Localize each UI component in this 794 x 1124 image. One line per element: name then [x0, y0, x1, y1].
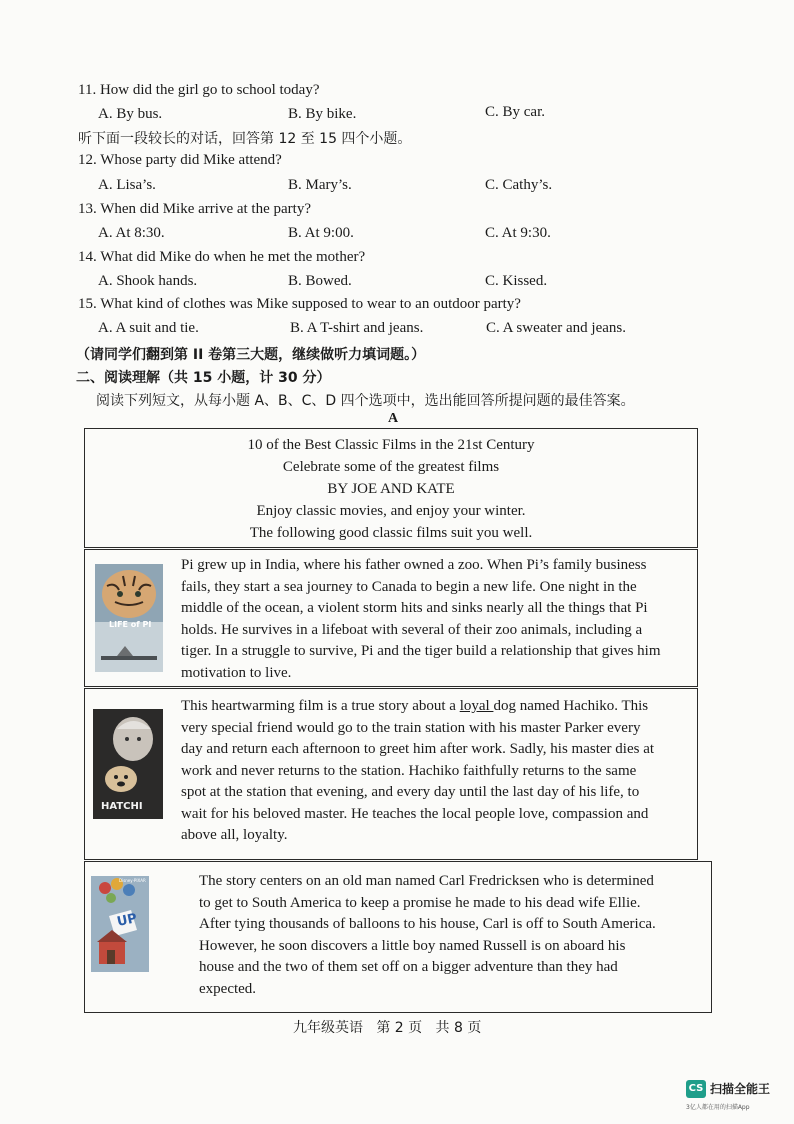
section-title: 二、阅读理解（共 15 小题，计 30 分）: [76, 370, 331, 386]
question-12-stem: 12. Whose party did Mike attend?: [78, 152, 282, 168]
question-12-option-b: B. Mary’s.: [288, 177, 352, 193]
film-card-hachi: [84, 688, 698, 860]
film-card-up: [84, 861, 712, 1013]
hachi-poster: [93, 709, 163, 819]
hachi-poster-title: HATCHI: [101, 801, 143, 812]
hachi-description: This heartwarming film is a true story about a loyal dog named Hachiko. This very special friend would go to the train station with his master Parker every day and return each afternoon to greet him after work. Sadly, his master dies at work and never returns to the station. Hachiko faithfully returns to the same spot at the station that evening, and every day until the last day of his life, to wait for his beloved master. He teaches the local people love, compassion and above all, loyalty.: [181, 698, 655, 843]
life-of-pi-poster-title: LIFE of PI: [109, 620, 152, 629]
up-poster: [91, 876, 149, 972]
up-description: The story centers on an old man named Carl Fredricksen who is determined to get to South America to keep a promise he made to his dead wife Ellie. After tying thousands of balloons to his house, Carl is off to South America. However, he soon discovers a little boy named Russell is on aboard his house and the two of them set off on a bigger adventure than they had expected.: [199, 873, 656, 997]
question-15-option-c: C. A sweater and jeans.: [486, 320, 626, 336]
question-13-option-c: C. At 9:30.: [485, 225, 551, 241]
up-poster-brand: Disney·PIXAR: [119, 878, 146, 883]
question-13-option-a: A. At 8:30.: [98, 225, 165, 241]
passage-label: A: [388, 411, 399, 426]
scanner-brand: 扫描全能王: [710, 1082, 771, 1096]
question-15-option-b: B. A T-shirt and jeans.: [290, 320, 424, 336]
page-footer: 九年级英语 第 2 页 共 8 页: [293, 1020, 482, 1036]
reading-instruction: 阅读下列短文，从每小题 A、B、C、D 四个选项中，选出能回答所提问题的最佳答案。: [96, 393, 635, 409]
film-list-header-box: [84, 428, 698, 548]
question-11-option-a: A. By bus.: [98, 106, 163, 122]
header-title: 10 of the Best Classic Films in the 21st Century: [247, 437, 535, 453]
header-subtitle: Celebrate some of the greatest films: [282, 459, 500, 475]
question-13-option-b: B. At 9:00.: [288, 225, 354, 241]
question-12-option-c: C. Cathy’s.: [485, 177, 553, 193]
question-11-stem: 11. How did the girl go to school today?: [78, 82, 320, 98]
turn-page-note: （请同学们翻到第 II 卷第三大题，继续做听力填词题。）: [76, 347, 426, 363]
header-tagline: Enjoy classic movies, and enjoy your winter.: [256, 503, 526, 519]
question-14-option-b: B. Bowed.: [288, 273, 352, 289]
life-of-pi-poster: [95, 564, 163, 672]
question-14-option-c: C. Kissed.: [485, 273, 548, 289]
life-of-pi-description: Pi grew up in India, where his father owned a zoo. When Pi’s family business fails, they start a sea journey to Canada to begin a new life. One night in the middle of the ocean, a violent storm hits and sinks nearly all the things that Pi holds. He survives in a lifeboat with several of their zoo animals, including a tiger. In a struggle to survive, Pi and the tiger build a relationship that gives him motivation to live.: [181, 557, 661, 681]
up-poster-title: UP: [115, 911, 139, 930]
question-14-stem: 14. What did Mike do when he met the mother?: [78, 249, 366, 265]
question-11-option-c: C. By car.: [485, 104, 545, 120]
underlined-word-loyal: loyal: [459, 698, 494, 714]
question-13-stem: 13. When did Mike arrive at the party?: [78, 201, 311, 217]
header-intro: The following good classic films suit you well.: [249, 525, 533, 541]
question-15-stem: 15. What kind of clothes was Mike supposed to wear to an outdoor party?: [78, 296, 521, 312]
question-14-option-a: A. Shook hands.: [98, 273, 198, 289]
scanner-tagline: 3亿人都在用的扫描App: [686, 1104, 750, 1111]
question-11-option-b: B. By bike.: [288, 106, 357, 122]
question-12-option-a: A. Lisa’s.: [98, 177, 156, 193]
scanner-logo-icon: CS: [686, 1080, 706, 1098]
film-card-life-of-pi: [84, 549, 698, 687]
question-15-option-a: A. A suit and tie.: [98, 320, 199, 336]
header-authors: BY JOE AND KATE: [327, 481, 455, 497]
instruction-12-15: 听下面一段较长的对话，回答第 12 至 15 四个小题。: [78, 131, 412, 147]
